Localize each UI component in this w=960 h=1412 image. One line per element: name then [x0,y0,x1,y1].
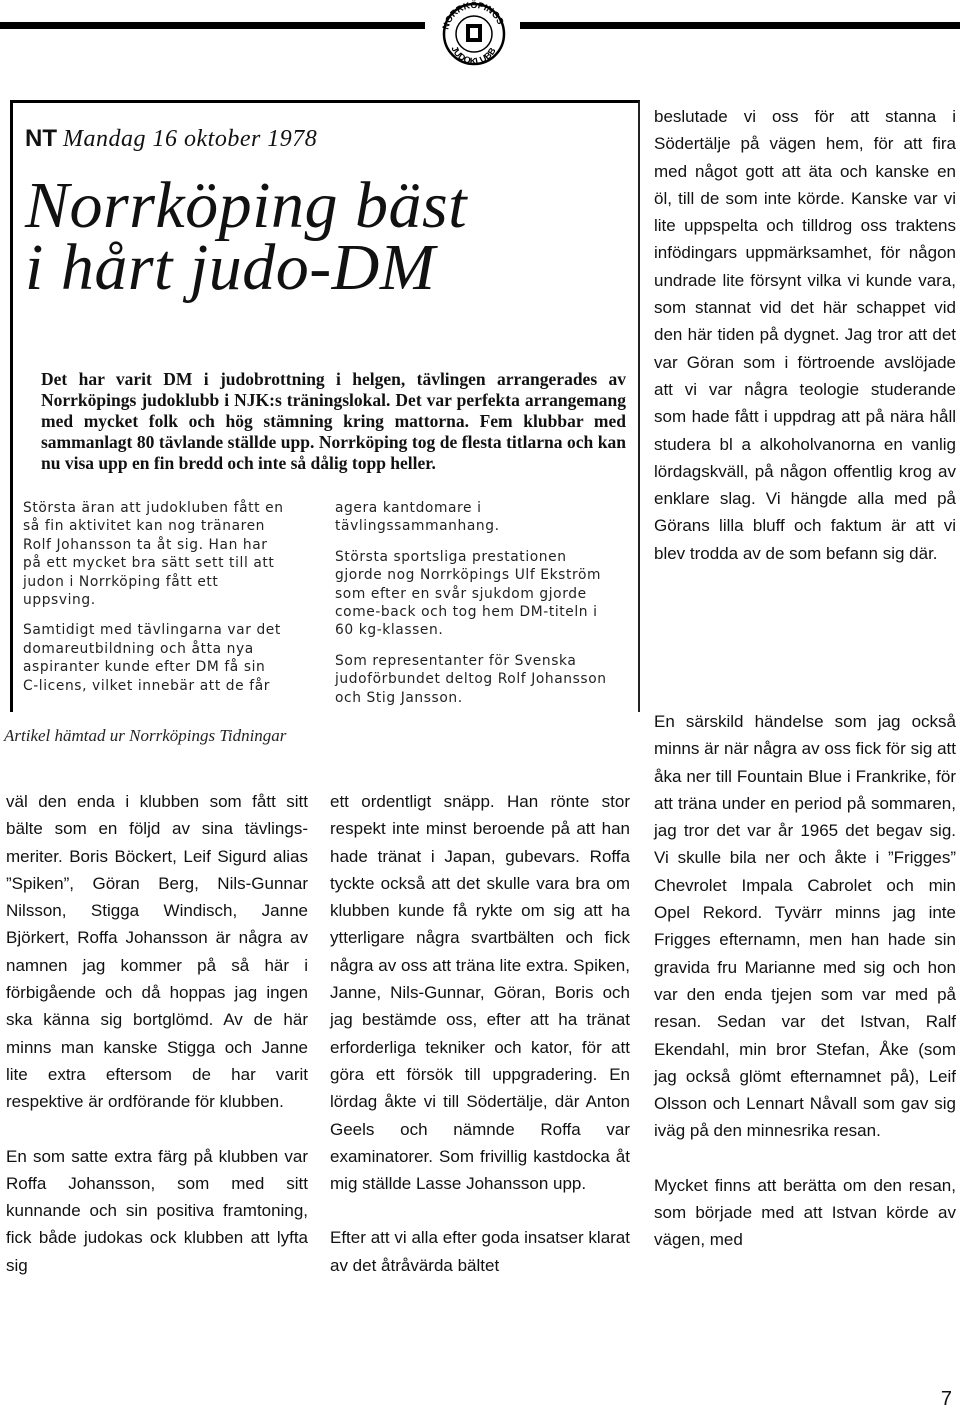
clipping-paragraph: agera kantdomare i tävlingssammanhang. [335,500,500,535]
body-paragraph: beslutade vi oss för att stanna i Södertälje på vägen hem, för att fira med något gott att äta och kanske en öl, till de som inte körde. Kanske var vi lite uppspelta och tilldrog oss traktens infödingars uppmärksamhet, för någon undrade lite försynt vilka vi kunde vara, som stannat vid det här schappet vid den här tiden på dygnet. Jag tror att det var Göran som i förtroende avslöjade att vi var några teologie studerande som hade fått i uppdrag att på nära håll studera bl a alkoholvanorna en vanlig lördagskväll, på någon offentlig krog av enklare slag. Vi hängde alla med på Görans lilla bluff och faktum är att vi blev trodda av de som befann sig där. [654,107,956,563]
clipping-headline-line2: i hårt judo-DM [25,231,436,304]
body-paragraph: Efter att vi alla efter goda insatser klarat av det åtråvärda bältet [330,1228,630,1275]
logo-text-bottom: JUDOKLUBB [449,44,498,67]
clipping-caption: Artikel hämtad ur Norrköpings Tidningar [4,726,287,745]
text-column-right-bottom [654,708,956,1281]
body-paragraph: väl den enda i klubben som fått sitt bälte som en följd av sina tävlings-meriter. Boris Böckert, Leif Sigurd alias ”Spiken”, Göran Berg, Nils-Gunnar Nilsson, Stigga Windisch, Janne Björkert, Roffa Johansson är några av namnen jag kommer på så här i förbigående och då hoppas jag ingen ska känna sig bortglömd. Av de här minns man kanske Stigga och Janne lite extra eftersom de har varit respektive är ordförande för klubben. [6,792,308,1112]
text-column-middle [330,788,630,1306]
body-paragraph: ett ordentligt snäpp. Han rönte stor respekt inte minst beroende på att han hade tränat i Japan, gubevars. Roffa tyckte också att det skulle vara bra om klubben kunde få rykte om sig att ha ytterligare några svartbälten och fick några av oss att träna lite extra. Spiken, Janne, Nils-Gunnar, Göran, Boris och jag bestämde oss, efter att ha tränat erforderliga tekniker och kator, för att göra ett försök till uppgradering. En lördag åkte vi till Södertälje, där Anton Geels och nämnde Roffa var examinatorer. Som frivillig kastdocka åt mig ställde Lasse Johansson upp. [330,792,630,1194]
logo-text-top: NORRKÖPINGS [440,0,506,31]
text-column-right-top [654,103,956,594]
clipping-column-2 [335,499,617,712]
clipping-paragraph: Största äran att judokluben fått en så fin aktivitet kan nog tränaren Rolf Johansson ta åt sig. Han har på ett mycket bra sätt sett till att judon i Norrköping fått ett uppsving. [23,500,284,609]
clipping-dateline [25,125,317,153]
clipping-headline-line1: Norrköping bäst [25,169,468,242]
clipping-paper-name: NT [25,125,57,152]
clipping-date: Mandag 16 oktober 1978 [63,126,318,152]
body-paragraph: En särskild händelse som jag också minns är när några av oss fick för sig att åka ner till Fountain Blue i Frankrike, för att träna under en period på sommaren, jag tror det var år 1965 det begav sig. Vi skulle bila ner och åkte i ”Frigges” Chevrolet Impala Cabrolet och min Opel Rekord. Tyvärr minns jag inte Frigges efternamn, men han hade sin gravida fru Marianne med sig och hon var den enda tjejen som var med på resan. Sedan var det Istvan, Ralf Ekendahl, min bror Stefan, Åke (som jag också glömt efternamnet på), Leif Olsson och Lennart Nåvall som gav sig iväg på den minnesrika resan. [654,712,956,1141]
club-emblem-icon [428,0,520,80]
clipping-paragraph: Som representanter för Svenska judoförbundet deltog Rolf Johansson och Stig Jansson. [335,652,607,706]
page-number: 7 [940,1388,952,1410]
text-column-left [6,788,308,1306]
clipping-headline [25,169,468,304]
clipping-column-1 [23,499,285,707]
clipping-paragraph: Största sportsliga prestationen gjorde nog Norrköpings Ulf Ekström som efter en svår sjukdom gjorde come-back och tog hem DM-titeln i 60 kg-klassen. [335,548,602,639]
body-paragraph: En som satte extra färg på klubben var Roffa Johansson, som med sitt kunnande och sin positiva framtoning, fick både judokas ock klubben att lyfta sig [6,1146,308,1275]
header-rule-left [0,22,425,29]
newspaper-clipping [10,100,640,712]
header-rule-right [520,22,960,29]
clipping-lead: Det har varit DM i judobrottning i helgen, tävlingen arrangerades av Norrköpings judoklubb i NJK:s träningslokal. Det var perfekta arrangemang med mycket folk och hög stämning kring mattorna. Fem klubbar med sammanlagt 80 tävlande ställde upp. Norrköping tog de flesta titlarna och kan nu visa upp en fin bredd och inte så dålig topp heller. [41,369,626,473]
clipping-paragraph: Samtidigt med tävlingarna var det domareutbildning och åtta nya aspiranter kunde efter DM få sin C-licens, vilket innebär att de får [23,622,281,694]
body-paragraph: Mycket finns att berätta om den resan, som började med att Istvan körde av vägen, med [654,1175,956,1250]
